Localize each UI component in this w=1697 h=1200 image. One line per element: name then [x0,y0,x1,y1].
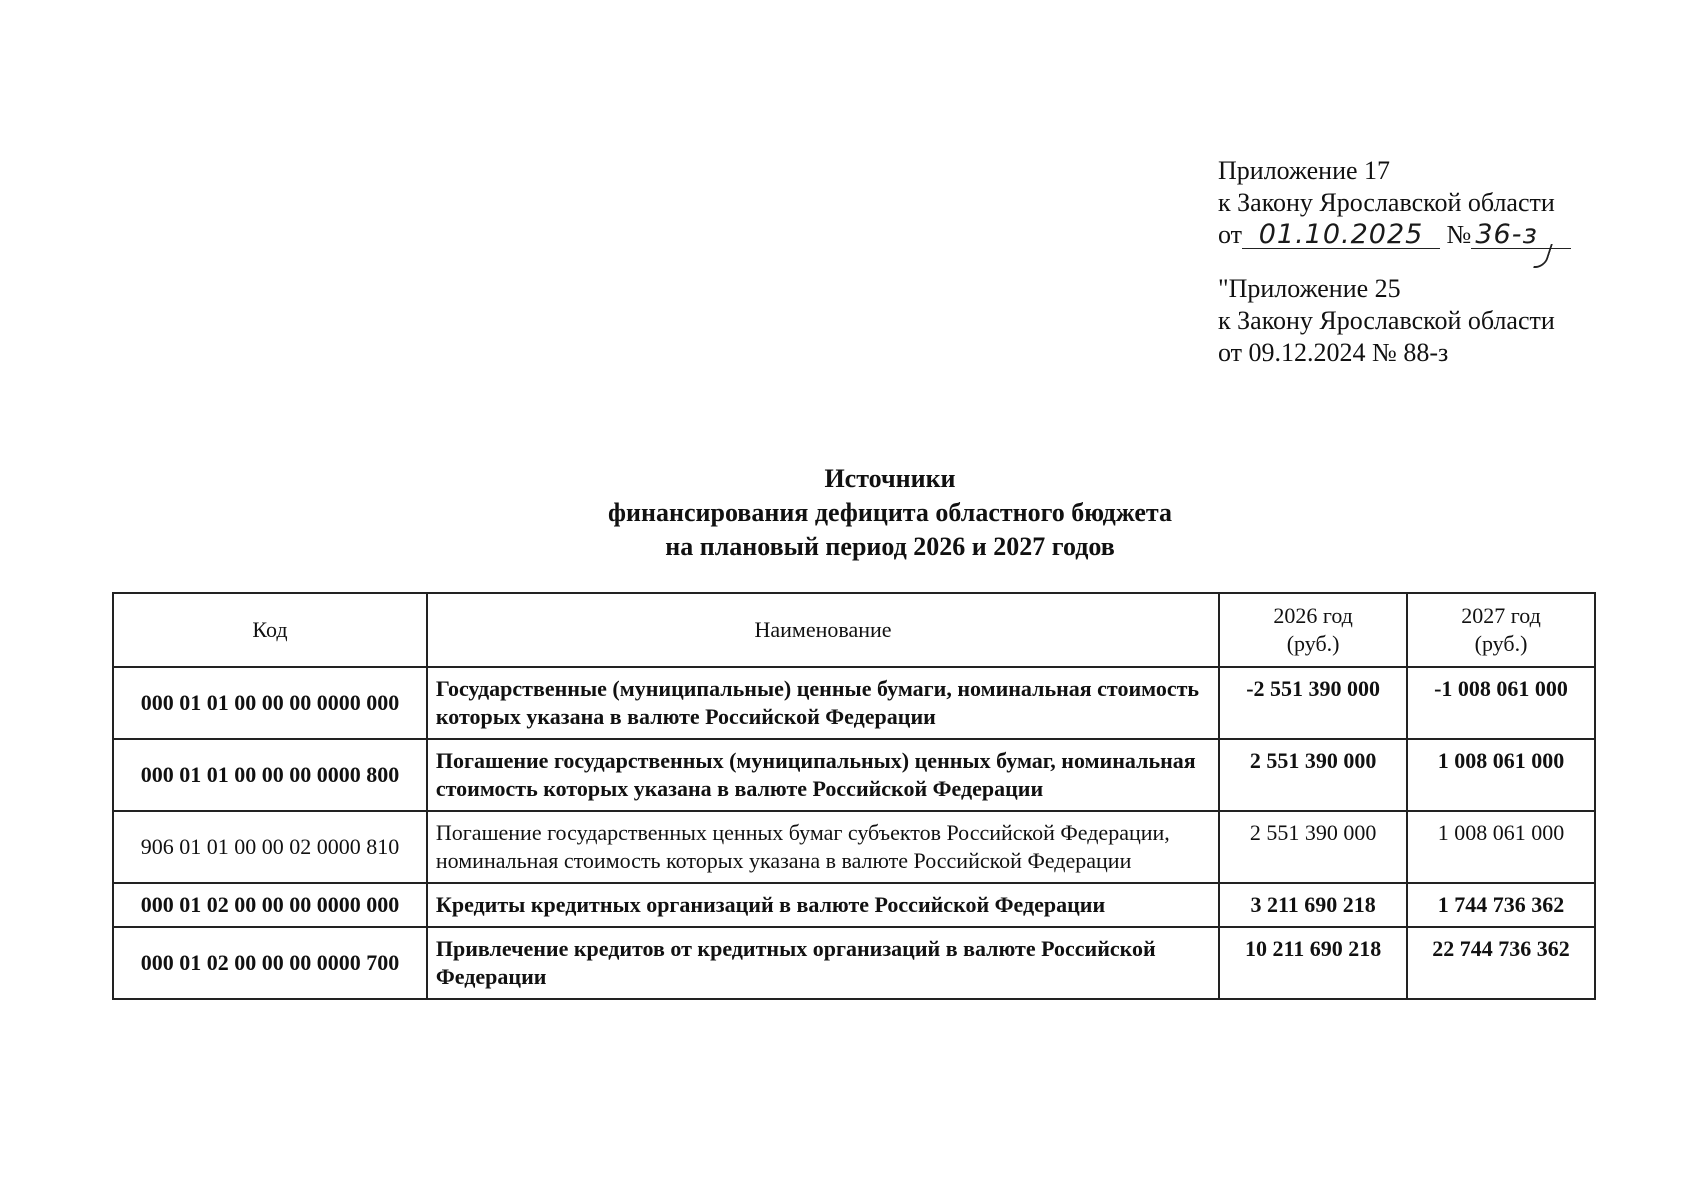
table-row [113,883,1595,927]
row-name: Погашение государственных (муниципальных) ценных бумаг, номинальная стоимость которых указана в валюте Российской Федерации [427,739,1219,811]
row-value-2027: -1 008 061 000 [1407,667,1595,739]
row-code: 000 01 01 00 00 00 0000 000 [113,667,427,739]
table-row [113,811,1595,883]
row-value-2026: 2 551 390 000 [1219,811,1407,883]
row-code: 000 01 02 00 00 00 0000 700 [113,927,427,999]
document-title [100,462,1680,564]
row-value-2027: 1 008 061 000 [1407,739,1595,811]
financing-sources-table [112,592,1596,1000]
appendix-date-line [1218,219,1658,251]
row-code: 000 01 02 00 00 00 0000 000 [113,883,427,927]
from-label: от [1218,220,1243,249]
appendix-title: Приложение 17 [1218,156,1391,185]
row-name: Привлечение кредитов от кредитных организаций в валюте Российской Федерации [427,927,1219,999]
row-value-2027: 1 008 061 000 [1407,811,1595,883]
row-name: Государственные (муниципальные) ценные бумаги, номинальная стоимость которых указана в валюте Российской Федерации [427,667,1219,739]
header-code: Код [113,593,427,667]
row-name: Кредиты кредитных организаций в валюте Российской Федерации [427,883,1219,927]
appendix-law: к Закону Ярославской области [1218,188,1555,217]
row-code: 000 01 01 00 00 00 0000 800 [113,739,427,811]
appendix-block [1218,155,1658,369]
title-line-2: финансирования дефицита областного бюджета [608,498,1172,527]
title-line-1: Источники [824,464,956,493]
table-header-row [113,593,1595,667]
number-label: № [1446,220,1472,249]
handwritten-number: 36-з [1471,222,1571,249]
row-value-2026: 3 211 690 218 [1219,883,1407,927]
handwritten-date: 01.10.2025 [1242,222,1440,249]
table-row [113,667,1595,739]
row-value-2026: -2 551 390 000 [1219,667,1407,739]
table-row [113,927,1595,999]
quoted-appendix-date: от 09.12.2024 № 88-з [1218,338,1449,367]
table-row [113,739,1595,811]
title-line-3: на плановый период 2026 и 2027 годов [665,532,1115,561]
quoted-appendix-title: "Приложение 25 [1218,274,1401,303]
row-value-2026: 10 211 690 218 [1219,927,1407,999]
row-code: 906 01 01 00 00 02 0000 810 [113,811,427,883]
quoted-appendix-law: к Закону Ярославской области [1218,306,1555,335]
row-value-2027: 1 744 736 362 [1407,883,1595,927]
row-value-2026: 2 551 390 000 [1219,739,1407,811]
row-name: Погашение государственных ценных бумаг субъектов Российской Федерации, номинальная стоимость которых указана в валюте Российской Федерации [427,811,1219,883]
header-2026: 2026 год (руб.) [1219,593,1407,667]
row-value-2027: 22 744 736 362 [1407,927,1595,999]
header-name: Наименование [427,593,1219,667]
header-2027: 2027 год (руб.) [1407,593,1595,667]
